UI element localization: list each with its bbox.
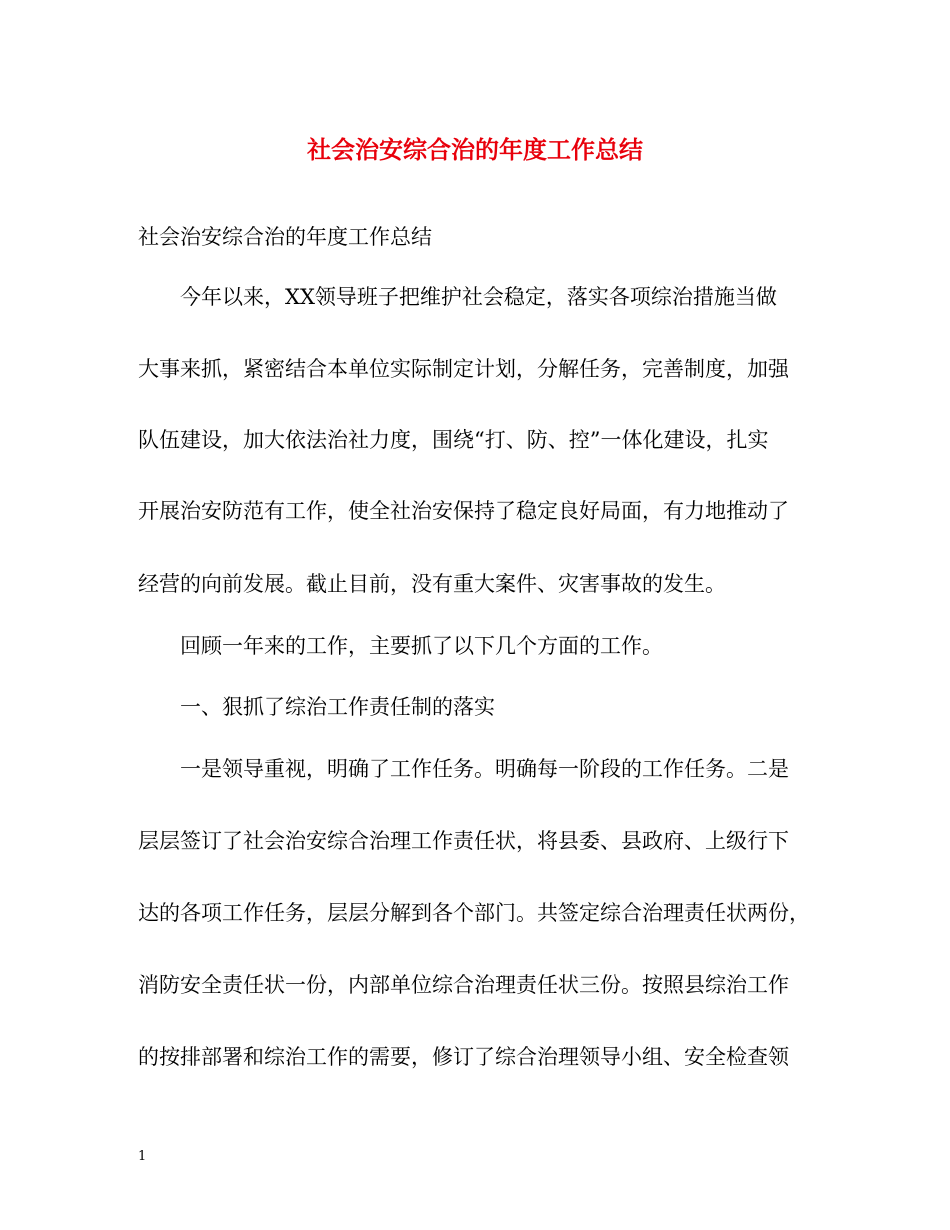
paragraph-line: 队伍建设，加大依法治社力度，围绕“打、防、控”一体化建设，扎实	[138, 428, 769, 452]
subtitle-line: 社会治安综合治的年度工作总结	[138, 225, 432, 249]
paragraph-line: 消防安全责任状一份，内部单位综合治理责任状三份。按照县综治工作	[138, 973, 789, 997]
paragraph-line: 层层签订了社会治安综合治理工作责任状，将县委、县政府、上级行下	[138, 829, 789, 853]
document-title: 社会治安综合治的年度工作总结	[307, 135, 643, 164]
paragraph-line: 的按排部署和综治工作的需要，修订了综合治理领导小组、安全检查领	[138, 1045, 789, 1069]
paragraph-line: 经营的向前发展。截止目前，没有重大案件、灾害事故的发生。	[138, 572, 726, 596]
paragraph-line: 开展治安防范有工作，使全社治安保持了稳定良好局面，有力地推动了	[138, 499, 789, 523]
paragraph-line: 达的各项工作任务，层层分解到各个部门。共签定综合治理责任状两份，	[138, 901, 810, 925]
paragraph-line: 今年以来，XX领导班子把维护社会稳定，落实各项综治措施当做	[180, 285, 777, 309]
paragraph-line: 回顾一年来的工作，主要抓了以下几个方面的工作。	[180, 634, 663, 658]
page-number: 1	[138, 1149, 147, 1164]
paragraph-line: 大事来抓，紧密结合本单位实际制定计划，分解任务，完善制度，加强	[138, 357, 789, 381]
section-heading: 一、狠抓了综治工作责任制的落实	[180, 695, 495, 719]
paragraph-line: 一是领导重视，明确了工作任务。明确每一阶段的工作任务。二是	[180, 757, 789, 781]
